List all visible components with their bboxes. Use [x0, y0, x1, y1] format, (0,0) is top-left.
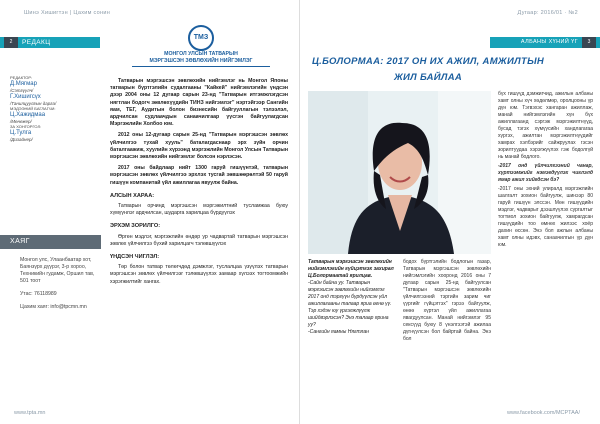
credit-role: РЕДАКТОР:	[10, 75, 33, 80]
credit-role: МЭДЭЭНИЙ БАГЛАГЧИ:	[10, 106, 56, 111]
credit-name: Ц.Тулга	[10, 130, 32, 136]
credit-title: /Сэтгүүлч/	[10, 88, 34, 93]
right-footer-link[interactable]: www.facebook.com/MCPTAA/	[507, 410, 580, 416]
article-paragraph: 2012 оны 12-дугаар сарын 25-нд "Татварын мэргэшсэн зөвлөх үйлчилгээ тухай хууль" баталагдаснаар эрх зүйн орчин баталгаажиж, хуулийн хүрээнд мэргэжлийн Монгол Улсын Татварын мэргэшсэн зөвлөхийн нийгэмлэг болсон нэрлэсэн.	[110, 132, 288, 161]
contact-email[interactable]: Цахим хаяг: info@tpcmn.mn	[20, 304, 87, 310]
article-title-line-1: Ц.БОЛОРМАА: 2017 ОН ИХ АЖИЛ, АМЖИЛТЫН	[311, 56, 545, 67]
credit-title: /Дизайнер/	[10, 137, 33, 142]
credit-role: ЗА ХОНГОРГОЛ:	[10, 124, 42, 129]
article-heading: ҮНДСЭН ЧИГЛЭЛ:	[110, 254, 160, 261]
credit-item	[10, 94, 102, 106]
credit-name: Г.Хишигсүх	[10, 94, 41, 100]
article-heading: ЭРХЭМ ЗОРИЛГО:	[110, 223, 161, 230]
interview-intro	[308, 259, 396, 336]
article-paragraph: Татварын мэргэшсэн зөвлөхийн нийгэмлэг нь Монгол Японы татварын бүртгэлийн судалгааны "Кайкей" нийгэмлэгийн үндсэн дээр 2004 оны 12 дугаар сарын 23-нд "Татварын итгэмжлэгдсэн нягтлан бодогч зөвлөхүүдийн ТИНЗ нийгэмлэг" нэртэйгээр Сангийн яам, ТЕГ, Аудитын болон бизнесийн байгууллагын тэлээлэл, ардчилсан судлаачдын санаачилгаар үүсгэн байгуулагдсан Мэргэжлийн Холбоо юм.	[110, 78, 288, 128]
contact-address: Монгол улс, Улаанбаатар хот, Баянзүрх дүүрэг, 3-р хороо, Техникийн гудамж, Оршил тав, 501 тоот	[20, 257, 95, 284]
page-number: 2	[4, 37, 18, 48]
credit-name: Д.Мягмар	[10, 81, 37, 87]
credit-item	[10, 106, 102, 124]
credit-name: Ц.Хажидмаа	[10, 112, 46, 118]
contact-block	[20, 257, 102, 317]
section-title: РЕДАКЦ	[22, 39, 51, 46]
logo-mark: ТМЗ	[188, 25, 214, 51]
article-paragraph: -2017 оны эхний улиралд мэргэжлийн шалгалт зохион байгуулж, шинээр 80 гаруй гишүүн элссэн. Мөн гишүүдийн мэдлэг, чадварыг дээшлүүлэх сургалтыг тогтмол зохион байгуулж, хамрагдсан гишүүдийн тоо өмнөх жилээс хоёр дахин өссөн. Энэ бол ажлын албаны хамт олны идэвх, санаачилгын үр дүн юм.	[498, 186, 593, 248]
article-paragraph: бүх гишүүд дэмжигчид, ажилын албаны хамт олны хүч хөдөлмөр, оролцооны үр дүн юм. Тэгвэхэс хангаран ажиллаж, манай нийгэмлэгийн хүн бүх ажиллагаанд сэргэж мэргэжилтнүүд, бусад тэгэх хүмүүсийн хандлагагаа хүргэх, ажилтан мэргэжилтнүүдийг хамрах хэлбэрийг сайжруулах гэсэн зорилтуудаа хэрэгжүүлэх гэж бодолгүй нь манай бодлого.	[498, 91, 593, 160]
page-number: 3	[582, 37, 596, 48]
article-heading: АЛСЫН ХАРАА:	[110, 192, 155, 199]
article-paragraph: 2017 оны байдлаар нийт 1300 гаруй гишүүнтэй, татварын мэргэшсэн зөвлөх үйлчилгээ эрхлэх тусгай зөвшөөрөлтэй 50 гаруй гишүүн компанитай үйл ажиллагаа явуулж байна.	[110, 165, 288, 186]
left-footer-link[interactable]: www.tpta.mn	[14, 410, 46, 416]
credit-item	[10, 75, 102, 93]
contact-heading: ХАЯГ	[0, 235, 101, 249]
interview-question: -2017 онд үйлчилгээний чанар, хүртээмжийг нэмэгдүүлэх чиглэлд ямар ажил хийгдсэн бэ?	[498, 163, 593, 183]
credit-item	[10, 124, 102, 142]
article-paragraph: Төр болон татвар төлөгчдөд дэмжлэг, туслалцаа үзүүлэх татварын мэргэшсэн зөвлөх үйлчилгээг тэлөвшүүлэх замаар хүлээх тогтоомжийн хэрэгжилтийг хангах.	[110, 264, 288, 285]
right-page	[300, 0, 600, 424]
logo-divider	[132, 66, 270, 67]
contact-phone: Утас: 76118989	[20, 291, 57, 297]
section-bar-left	[0, 37, 100, 48]
article-paragraph: бодох бүртгэлийн бодлогын газар, Татварын мэргэшсэн зөвлөхийн нийгэмлэгийн хооронд 2016 оны 7 дугаар сарын 25-нд байгуулсан "Татварын мэргэшсэн зөвлөхийн үйлчилгээний тэргийн зарим чиг үүргийг гүйцэтгэх" гэрээ байгуулж, өнөө хүртэл үйл ажиллагаа явагдуулсан. Манай нийгэмлэг 95 сексүүд буюу 8 үнэлгээтэй ажилаа дүгнүүлсэн бол байртай байна. Энэ бол	[403, 259, 491, 342]
right-header-text: Дугаар: 2016/01 · №2	[517, 10, 578, 16]
interview-question: -Сайн байна уу. Татварын мэргэшсэн зөвлөхийн нийгэмлэг 2017 онд тэргүүн бүрдүүлсэн үйл ажиллагааны талаар яриа өгнө үү. Тэр хэдэн юу үргэлжлүүлж шийдвэрлэсэн? Энэ талаар ярина уу?	[308, 280, 392, 328]
organization-logo	[126, 25, 276, 67]
logo-line-2: МЭРГЭШСЭН ЗӨВЛӨХИЙН НИЙГЭМЛЭГ	[149, 57, 253, 64]
logo-line-1: МОНГОЛ УЛСЫН ТАТВАРЫН	[164, 51, 238, 57]
article-title-line-2: ЖИЛ БАЙЛАА	[393, 72, 463, 83]
article-column-3	[498, 91, 593, 251]
portrait-photo	[308, 91, 491, 254]
left-header-text: Шинэ Хишигтэн | Цахим сонин	[24, 10, 111, 16]
section-title: АЛБАНЫ ХҮНИЙ ҮГ	[520, 39, 578, 45]
article-title	[306, 54, 550, 86]
article-paragraph: Өргөн мэдлэг, мэргэжлийн өндөр ур чадвартай татварын мэргэшсэн зөвлөх үйлчилгээ бүхий харилцагч тэлөвшүүлэх	[110, 233, 288, 247]
organization-article	[110, 78, 288, 290]
portrait-illustration	[308, 91, 491, 254]
credit-title: /Танилцуулгын дарга/	[10, 101, 57, 106]
article-paragraph: Татварын орчинд мэргэшсэн мэргэжилтний тусламжаа буюу хүмүүнлэг ардчилсан, шударга харилцаа бүрдүүлэх	[110, 203, 288, 217]
interview-lead: Татварын мэргэшсэн зөвлөхийн нийгэмлэгийн гүйцэтгэх захирал Ц.Болормаатай ярилцав.	[308, 259, 394, 279]
credit-title: /Менежер/	[10, 119, 32, 124]
interview-answer-start: -Сангийн яамны Нягтлан	[308, 329, 369, 335]
section-bar-right	[490, 37, 600, 48]
editorial-credits	[10, 75, 102, 142]
article-column-2	[403, 259, 491, 345]
